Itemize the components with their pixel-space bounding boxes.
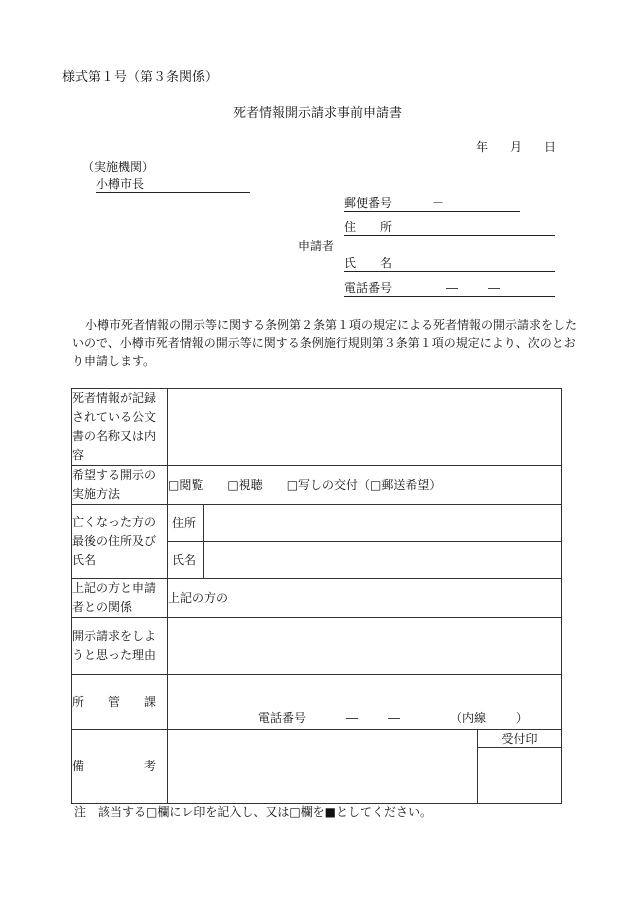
- note-text: 注 該当する□欄にレ印を記入し、又は□欄を■としてください。: [74, 805, 433, 819]
- deceased-name-label: 氏名: [168, 542, 204, 579]
- body-line: り申請します。: [72, 354, 156, 368]
- dept-field[interactable]: [168, 675, 562, 730]
- remarks-field[interactable]: [168, 730, 478, 804]
- listen-checkbox[interactable]: □視聴: [227, 477, 263, 492]
- table-row: [72, 618, 562, 675]
- applicant-label: 申請者: [298, 239, 335, 253]
- table-row: [72, 730, 562, 748]
- postal-code-label: 郵便番号: [344, 196, 393, 210]
- dept-phone-separator: ―: [346, 711, 359, 725]
- table-row: [72, 505, 562, 542]
- deceased-address-label: 住所: [168, 505, 204, 542]
- table-row: [72, 389, 562, 466]
- address-field[interactable]: 住 所: [344, 218, 555, 236]
- body-line: いので、小樽市死者情報の開示等に関する条例施行規則第３条第１項の規定により、次のとお: [72, 336, 576, 350]
- reason-label: 開示請求をしようと思った理由: [72, 618, 168, 675]
- relation-field[interactable]: 上記の方の: [168, 579, 562, 618]
- stamp-area: [478, 748, 562, 804]
- stamp-label: 受付印: [478, 730, 562, 748]
- copy-checkbox[interactable]: □写しの交付（□郵送希望）: [286, 477, 442, 492]
- request-form-table: [71, 388, 562, 804]
- relation-label: 上記の方と申請者との関係: [72, 579, 168, 618]
- dept-label: 所 管 課: [72, 675, 168, 730]
- form-number: 様式第１号（第３条関係）: [62, 70, 219, 85]
- phone-label: 電話番号: [344, 281, 393, 295]
- dept-phone-label: 電話番号: [258, 711, 307, 725]
- method-label: 希望する開示の実施方法: [72, 466, 168, 505]
- phone-separator: ―: [488, 281, 501, 295]
- table-row: [72, 466, 562, 505]
- reason-field[interactable]: [168, 618, 562, 675]
- doc-name-field[interactable]: [168, 389, 562, 466]
- view-checkbox[interactable]: □閲覧: [168, 477, 204, 492]
- remarks-label: 備 考: [72, 730, 168, 804]
- name-field[interactable]: 氏 名: [344, 254, 555, 272]
- postal-code-field[interactable]: [344, 194, 520, 212]
- phone-separator: ―: [446, 281, 459, 295]
- phone-field[interactable]: [344, 279, 555, 297]
- month-label: 月: [510, 140, 523, 154]
- year-label: 年: [476, 140, 489, 154]
- doc-name-label: 死者情報が記録されている公文書の名称又は内容: [72, 389, 168, 466]
- deceased-name-field[interactable]: [204, 542, 562, 579]
- extension-close: ）: [516, 711, 529, 725]
- recipient-name: 小樽市長: [96, 175, 250, 193]
- method-options: [168, 466, 562, 505]
- extension-label: （内線: [450, 711, 487, 725]
- dept-phone-separator: ―: [388, 711, 401, 725]
- agency-label: （実施機関）: [82, 160, 155, 174]
- day-label: 日: [544, 140, 557, 154]
- date-line: [476, 138, 556, 155]
- page-title: 死者情報開示請求事前申請書: [233, 106, 403, 121]
- deceased-label: 亡くなった方の最後の住所及び氏名: [72, 505, 168, 579]
- body-line: 小樽市死者情報の開示等に関する条例第２条第１項の規定による死者情報の開示請求をした: [85, 318, 578, 332]
- deceased-address-field[interactable]: [204, 505, 562, 542]
- table-row: [72, 675, 562, 730]
- postal-code-separator: －: [432, 196, 445, 210]
- table-row: [72, 579, 562, 618]
